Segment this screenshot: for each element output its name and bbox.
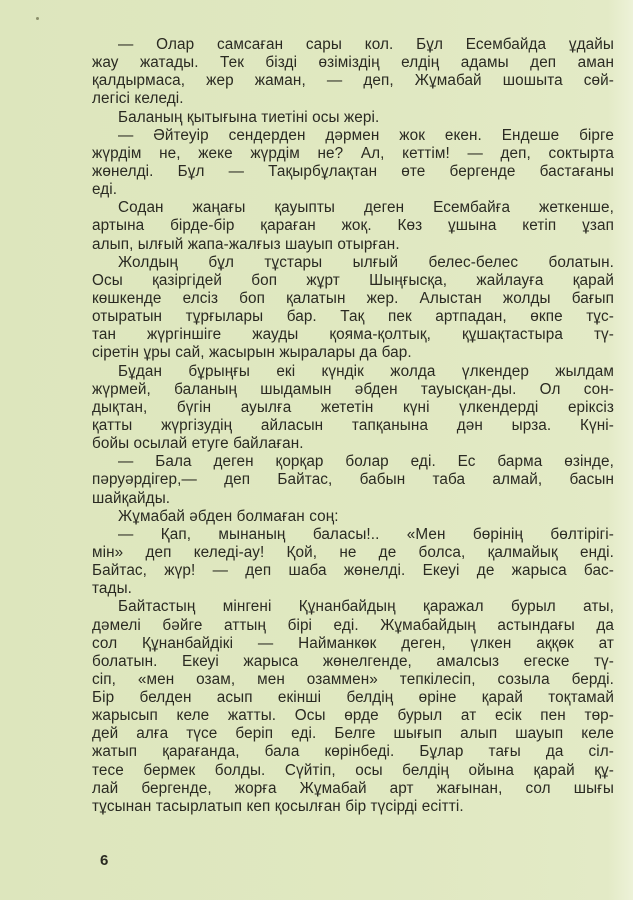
page-body-text bbox=[92, 36, 614, 816]
text-line: Жолдың бұл тұстары ылғый белес-белес болатын. bbox=[118, 253, 614, 271]
text-line: Бұдан бұрыңғы екі күндік жолда үлкендер жылдам bbox=[118, 362, 614, 380]
text-line: дей алға түсе беріп еді. Белге шығып алып шауып келе bbox=[92, 725, 614, 743]
text-line: Байтастың мінгені Құнанбайдың қаражал бурыл аты, bbox=[118, 598, 614, 616]
paragraph bbox=[92, 598, 614, 816]
paragraph bbox=[92, 109, 614, 127]
text-line: қатты жүргізудің айласын тапқанына дән ырза. Күні- bbox=[92, 416, 614, 434]
text-line: қалдырмаса, жер жаман, — деп, Жұмабай шошыта сөй- bbox=[92, 72, 614, 90]
text-line: тесе бермек болды. Сүйтіп, осы белдің ойына қарай құ- bbox=[92, 761, 614, 779]
text-line: сол Құнанбайдікі — Найманкөк деген, үлкен аққөк ат bbox=[92, 634, 614, 652]
page-number: 6 bbox=[100, 852, 109, 869]
text-line: жүрдім не, жеке жүрдім не? Ал, кеттім! — деп, соктырта bbox=[92, 144, 614, 162]
text-line: — Бала деген қорқар болар еді. Ес барма өзінде, bbox=[118, 453, 614, 471]
text-line: тады. bbox=[92, 580, 133, 598]
text-line: бойы осылай етуге байлаған. bbox=[92, 435, 304, 453]
paragraph bbox=[92, 199, 614, 253]
text-line: тұсынан тасырлатып кеп қосылған бір түсірді есітті. bbox=[92, 797, 464, 815]
paragraph bbox=[92, 254, 614, 363]
text-line: тан жүргіншіге жауды қояма-қолтық, құшақтастыра тү- bbox=[92, 326, 614, 344]
text-line: жөнелді. Бұл — Тақырбұлақтан өте бергенде бастағаны bbox=[92, 162, 614, 180]
text-line: отыратын тұрғылары бар. Тақ пек артпадан, өкпе тұс- bbox=[92, 308, 614, 326]
text-line: легісі келеді. bbox=[92, 90, 184, 108]
text-line: еді. bbox=[92, 181, 118, 199]
text-line: болатын. Екеуі жарыса жөнелгенде, амалсыз егеске тү- bbox=[92, 652, 614, 670]
text-line: артына бірде-бір қараған жоқ. Көз ұшына кетіп ұзап bbox=[92, 217, 614, 235]
paragraph bbox=[92, 36, 614, 109]
text-line: сіп, «мен озам, мен озаммен» тепкілесіп, созыла берді. bbox=[92, 670, 614, 688]
text-line: Осы қазіргідей боп жұрт Шыңғысқа, жайлауға қарай bbox=[92, 271, 614, 289]
paragraph bbox=[92, 127, 614, 200]
text-line: жарысып келе жатты. Осы өрде бурыл ат есік пен төр- bbox=[92, 707, 614, 725]
text-line: — Әйтеуір сендерден дәрмен жок екен. Ендеше бірге bbox=[118, 126, 614, 144]
text-line: дәмелі бәйге аттың бірі еді. Жұмабайдың астындағы да bbox=[92, 616, 614, 634]
text-line: шайқайды. bbox=[92, 489, 171, 507]
text-line: пәруәрдігер,— деп Байтас, бабын таба алмай, басын bbox=[92, 471, 614, 489]
text-line: жүрмей, баланың шыдамын әбден тауысқан-ды. Ол сон- bbox=[92, 380, 614, 398]
text-line: дықтан, бүгін ауылға жететін күні үлкендерді еріксіз bbox=[92, 398, 614, 416]
text-line: жатып қарағанда, бала көрінбеді. Бұлар тағы да сіл- bbox=[92, 743, 614, 761]
text-line: — Олар самсаған сары кол. Бұл Есембайда ұдайы bbox=[118, 36, 614, 53]
text-line: Баланың қытығына тиетіні осы жері. bbox=[118, 108, 380, 126]
paragraph bbox=[92, 363, 614, 454]
paragraph bbox=[92, 508, 614, 526]
text-line: Бір белден асып екінші белдің өріне қарай тоқтамай bbox=[92, 689, 614, 707]
paragraph bbox=[92, 453, 614, 507]
text-line: Байтас, жүр! — деп шаба жөнелді. Екеуі де жарыса бас- bbox=[92, 562, 614, 580]
paper-speck bbox=[36, 17, 39, 20]
text-line: көшкенде елсіз боп қалатын жер. Алыстан жолды бағып bbox=[92, 289, 614, 307]
text-line: лай бергенде, жорға Жұмабай арт жағынан, сол шығы bbox=[92, 779, 614, 797]
text-line: алып, ылғый жапа-жалғыз шауып отырған. bbox=[92, 235, 400, 253]
paragraph bbox=[92, 526, 614, 599]
text-line: Содан жаңағы қауыпты деген Есембайға жеткенше, bbox=[118, 199, 614, 217]
text-line: жау жатады. Тек бізді өзіміздің елдің адамы деп аман bbox=[92, 54, 614, 72]
text-line: Жұмабай әбден болмаған соң: bbox=[118, 507, 339, 525]
text-line: сіретін ұры сай, жасырын жыралары да бар. bbox=[92, 344, 412, 362]
text-line: мін» деп келеді-ау! Қой, не де болса, қалмайық енді. bbox=[92, 543, 614, 561]
text-line: — Қап, мынаның баласы!.. «Мен бөрінің бөлтірігі- bbox=[118, 525, 614, 543]
